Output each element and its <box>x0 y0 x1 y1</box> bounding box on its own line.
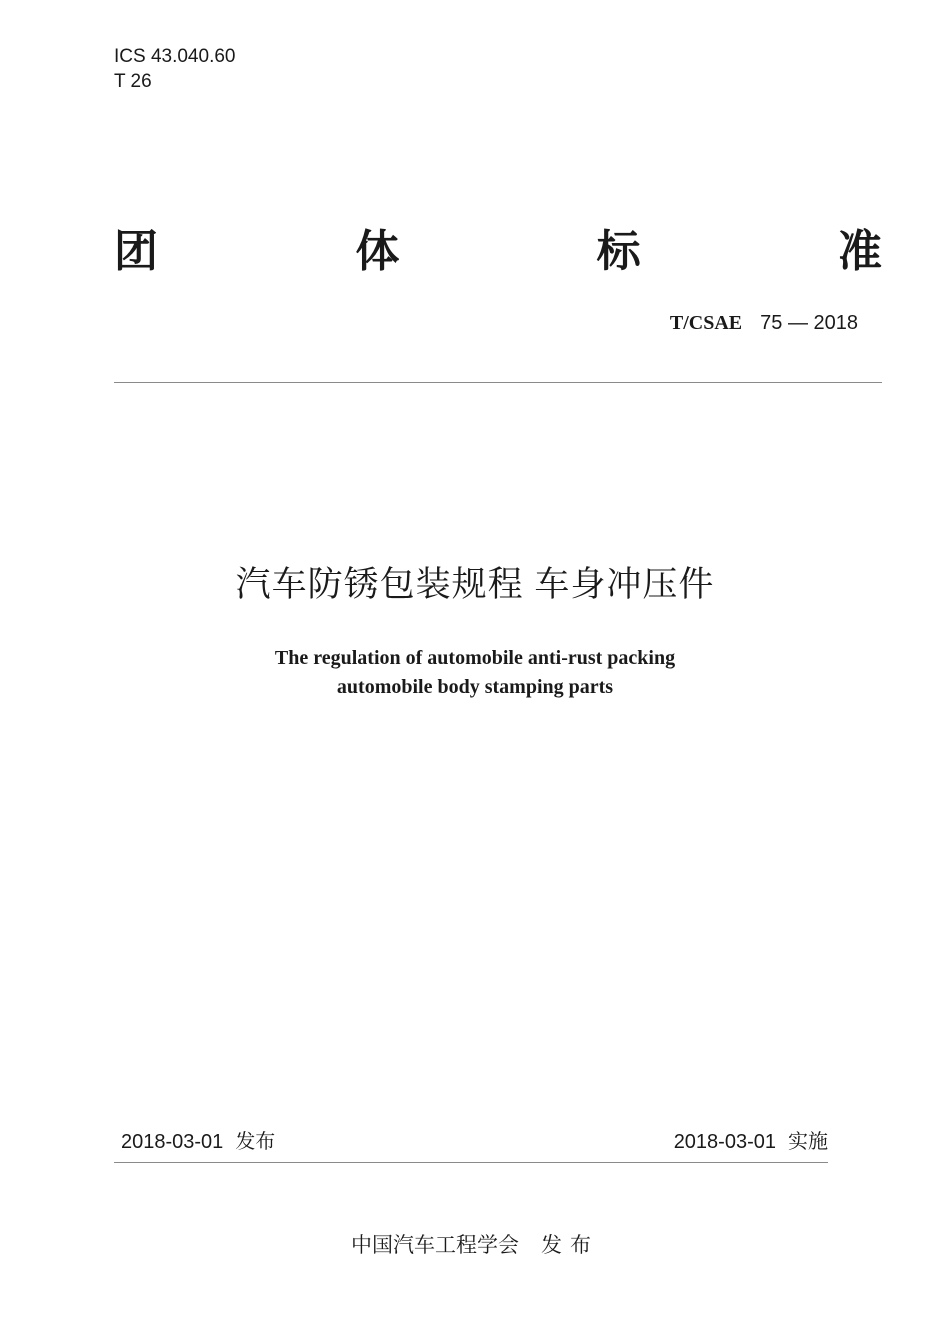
title-chinese: 汽车防锈包装规程 车身冲压件 <box>235 565 715 604</box>
implement-date-block <box>674 1128 828 1156</box>
publisher-action: 发布 <box>541 1233 599 1257</box>
standard-type-char: 团 <box>114 227 158 276</box>
standard-type-char: 体 <box>355 227 400 276</box>
standard-number <box>670 309 858 337</box>
title-english-line: The regulation of automobile anti-rust packing <box>274 647 676 669</box>
classification-block <box>114 44 235 94</box>
issue-date-block <box>121 1128 275 1156</box>
standard-type-char: 准 <box>837 227 882 276</box>
standard-serial: 75 — 2018 <box>760 312 858 334</box>
standard-type-char: 标 <box>596 227 641 276</box>
implement-label: 实施 <box>788 1131 828 1153</box>
publisher-name: 中国汽车工程学会 <box>351 1233 519 1257</box>
standard-code: T/CSAE <box>669 312 743 334</box>
ics-code: ICS 43.040.60 <box>114 46 236 67</box>
issue-label: 发布 <box>235 1131 276 1153</box>
bottom-divider <box>114 1162 828 1163</box>
title-english-line: automobile body stamping parts <box>336 676 614 698</box>
standard-type-heading <box>114 222 882 282</box>
ccs-code: T 26 <box>114 71 152 92</box>
date-line <box>121 1128 828 1156</box>
publisher-line <box>0 1230 950 1260</box>
implement-date: 2018-03-01 <box>673 1131 776 1153</box>
issue-date: 2018-03-01 <box>121 1131 224 1153</box>
top-divider <box>114 382 882 383</box>
title-english <box>0 644 950 702</box>
